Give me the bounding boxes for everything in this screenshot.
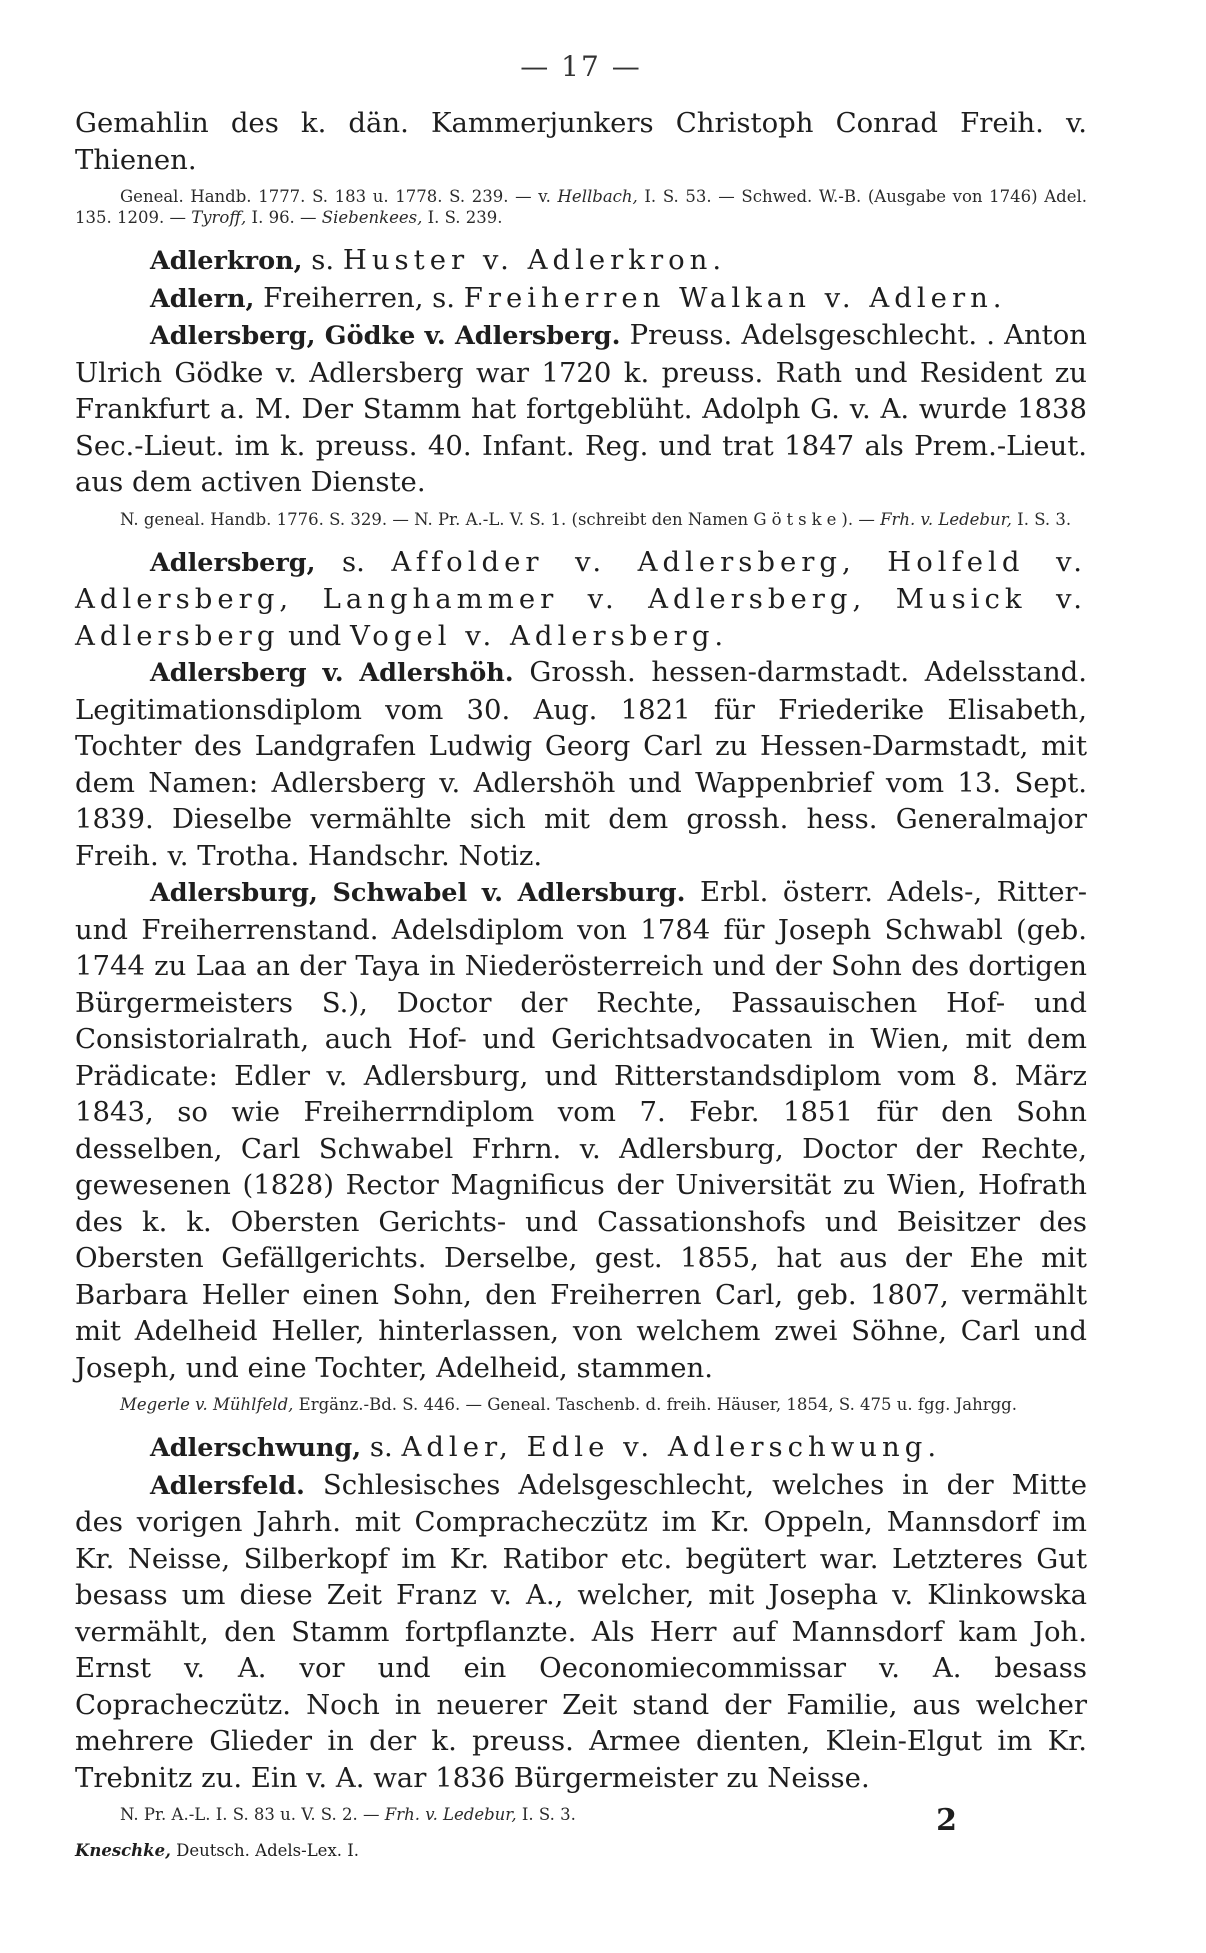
entry-headword: Adlerschwung, (150, 1433, 362, 1463)
source-citation: N. geneal. Handb. 1776. S. 329. — N. Pr. A.-L. V. S. 1. (schreibt den Namen Götske). — Frh. v. Ledebur, I. S. 3. (120, 509, 1072, 529)
entry-headword: Adlersberg, Gödke v. Adlersberg. (150, 321, 621, 351)
entry-adlern: Adlern, Freiherren, s. Freiherren Walkan v. Adlern. (150, 281, 1007, 314)
entry-adlersfeld: Adlersfeld. Schlesisches Adelsgeschlecht, welches in der Mitte des vorigen Jahrh. mit Compracheczütz im Kr. Oppeln, Mannsdorf im Kr. Neisse, Silberkopf im Kr. Ratibor etc. begütert war. Letzteres Gut besass um diese Zeit Franz v. A., welcher, mit Josepha v. Klinkowska vermählt, den Stamm fortpflanzte. Als Herr auf Mannsdorf kam Joh. Ernst v. A. vor und ein Oeconomiecommissar v. A. besass Copracheczütz. Noch in neuerer Zeit stand der Familie, aus welcher mehrere Glieder in der k. preuss. Armee dienten, Klein-Elgut im Kr. Trebnitz zu. Ein v. A. war 1836 Bürgermeister zu Neisse. (75, 1468, 1087, 1794)
footer-author: Kneschke, (75, 1841, 171, 1860)
entry-continuation: Gemahlin des k. dän. Kammerjunkers Christoph Conrad Freih. v. Thienen. (75, 107, 1087, 176)
source-citation: Geneal. Handb. 1777. S. 183 u. 1778. S. 239. — v. Hellbach, I. S. 53. — Schwed. W.-B. (Ausgabe von 1746) Adel. 135. 1209. — Tyroff, I. 96. — Siebenkees, I. S. 239. (75, 187, 1088, 227)
entry-headword: Adlersburg, Schwabel v. Adlersburg. (150, 878, 686, 908)
entry-adlerschwung: Adlerschwung, s. Adler, Edle v. Adlerschwung. (150, 1431, 942, 1463)
entry-headword: Adlerkron, (150, 246, 303, 276)
entry-adlersberg-goedke: Adlersberg, Gödke v. Adlersberg. Preuss. Adelsgeschlecht. . Anton Ulrich Gödke v. Adlersberg war 1720 k. preuss. Rath und Resident zu Frankfurt a. M. Der Stamm hat fortgeblüht. Adolph G. v. A. wurde 1838 Sec.-Lieut. im k. preuss. 40. Infant. Reg. und trat 1847 als Prem.-Lieut. aus dem activen Dienste. (75, 319, 1087, 498)
signature-mark: 2 (936, 1803, 957, 1838)
document-page (75, 50, 1087, 1863)
entry-adlersberg-refs: Adlersberg, s. Affolder v. Adlersberg, Holfeld v. Adlersberg, Langhammer v. Adlersberg, Musick v. Adlersberg und Vogel v. Adlersberg. (75, 545, 1087, 652)
entry-adlersburg: Adlersburg, Schwabel v. Adlersburg. Erbl. österr. Adels-, Ritter- und Freiherrenstand. Adelsdiplom von 1784 für Joseph Schwabl (geb. 1744 zu Laa an der Taya in Niederösterreich und der Sohn des dortigen Bürgermeisters S.), Doctor der Rechte, Passauischen Hof- und Consistorialrath, auch Hof- und Gerichtsadvocaten in Wien, mit dem Prädicate: Edler v. Adlersburg, und Ritterstandsdiplom vom 8. März 1843, so wie Freiherrndiplom vom 7. Febr. 1851 für den Sohn desselben, Carl Schwabel Frhrn. v. Adlersburg, Doctor der Rechte, gewesenen (1828) Rector Magnificus der Universität zu Wien, Hofrath des k. k. Obersten Gerichts- und Cassationshofs und Beisitzer des Obersten Gefällgerichts. Derselbe, gest. 1855, hat aus der Ehe mit Barbara Heller einen Sohn, den Freiherren Carl, geb. 1807, vermählt mit Adelheid Heller, hinterlassen, von welchem zwei Söhne, Carl und Joseph, und eine Tochter, Adelheid, stammen. (75, 876, 1087, 1384)
footer-title: Deutsch. Adels-Lex. I. (170, 1841, 360, 1860)
source-citation: N. Pr. A.-L. I. S. 83 u. V. S. 2. — Frh. v. Ledebur, I. S. 3. (120, 1805, 576, 1824)
source-citation: Megerle v. Mühlfeld, Ergänz.-Bd. S. 446. — Geneal. Taschenb. d. freih. Häuser, 1854, S. 475 u. fgg. Jahrgg. (120, 1395, 1017, 1414)
entry-headword: Adlern, (150, 283, 255, 314)
entry-headword: Adlersberg v. Adlershöh. (150, 658, 514, 688)
entry-adlersberg-adlershoeh: Adlersberg v. Adlershöh. Grossh. hessen-darmstadt. Adelsstand. Legitimationsdiplom vom 30. Aug. 1821 für Friederike Elisabeth, Tochter des Landgrafen Ludwig Georg Carl zu Hessen-Darmstadt, mit dem Namen: Adlersberg v. Adlershöh und Wappenbrief vom 13. Sept. 1839. Dieselbe vermählte sich mit dem grossh. hess. Generalmajor Freih. v. Trotha. Handschr. Notiz. (75, 656, 1087, 872)
entry-headword: Adlersberg, (150, 547, 316, 578)
entry-headword: Adlersfeld. (150, 1470, 305, 1501)
page-number: — 17 — (520, 50, 642, 83)
entry-adlerkron: Adlerkron, s. Huster v. Adlerkron. (150, 244, 727, 276)
